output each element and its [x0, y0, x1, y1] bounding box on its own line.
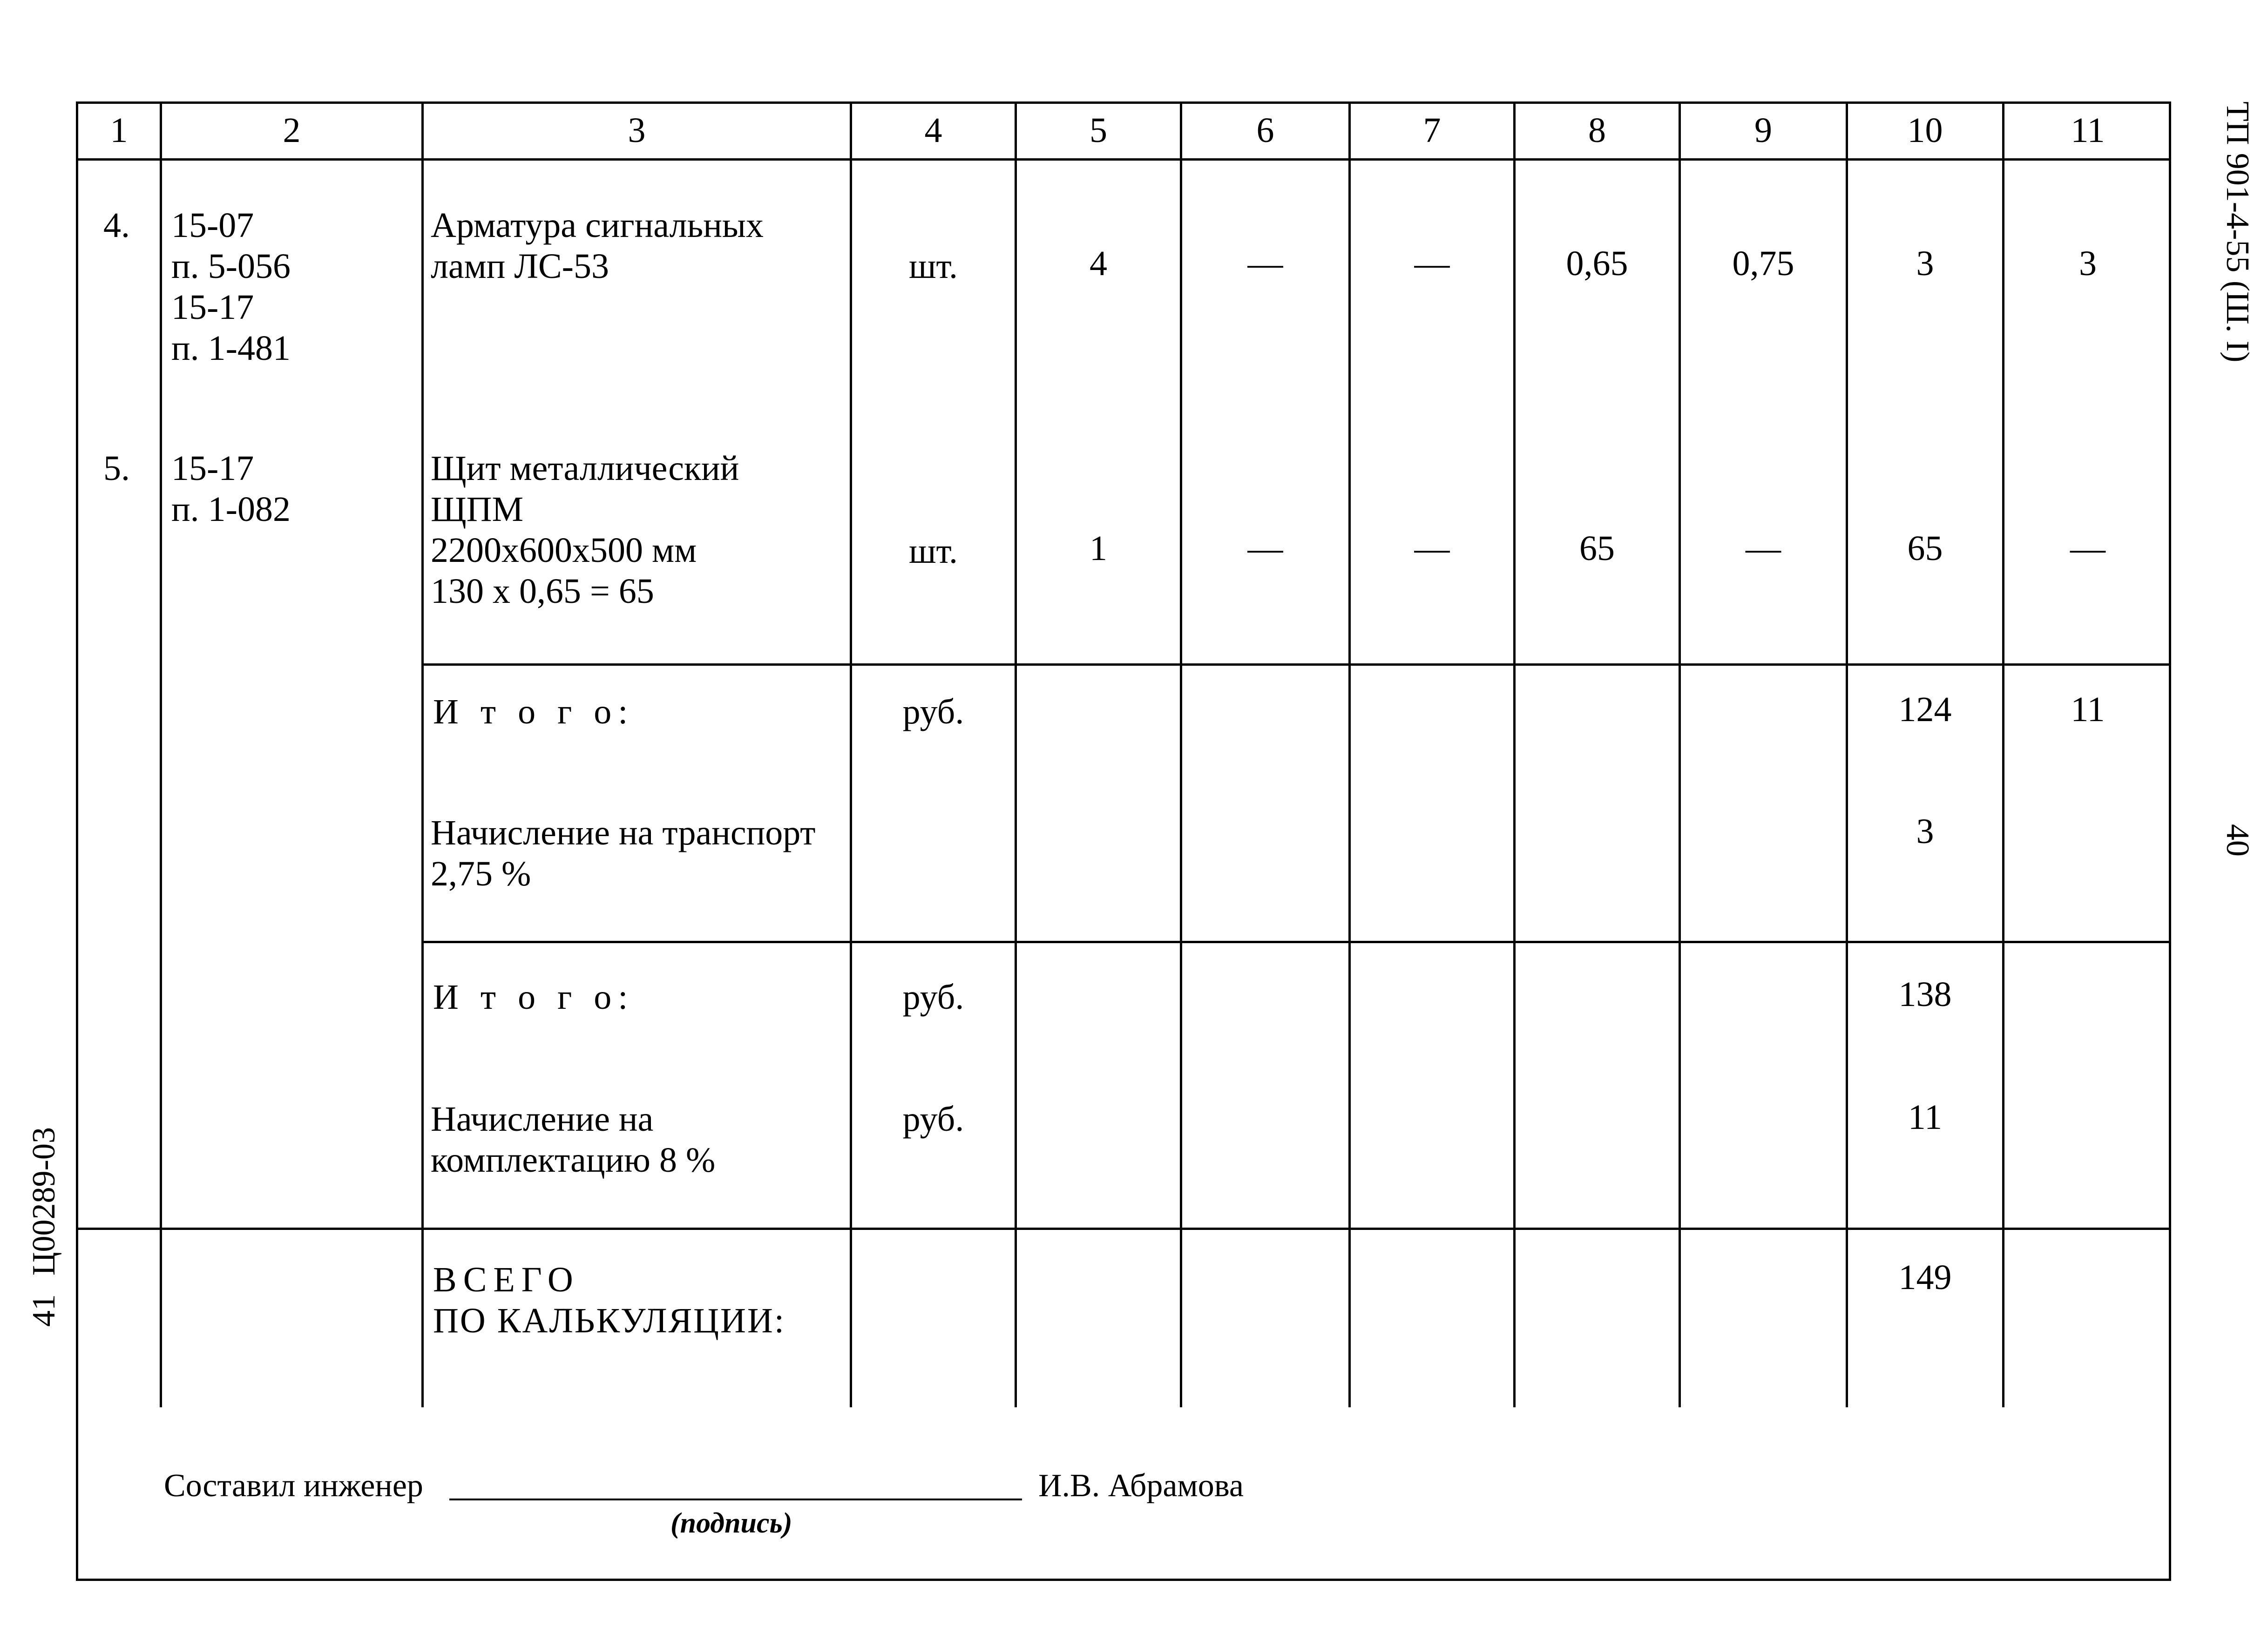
row-cell-5: 1 [1090, 529, 1107, 568]
row-cell-8: 0,65 [1566, 244, 1628, 283]
row-code-line: п. 1-481 [171, 329, 291, 368]
header-col-8: 8 [1588, 111, 1606, 150]
komplekt-label: Начисление на [431, 1100, 654, 1139]
header-col-7: 7 [1423, 111, 1441, 150]
col-divider [1679, 101, 1681, 1407]
row-cell-11: — [2070, 529, 2106, 568]
itogo-unit: руб. [902, 692, 964, 731]
row-divider [421, 941, 2171, 943]
signature-line [449, 1499, 1022, 1500]
total-label: ВСЕГО [433, 1260, 580, 1299]
transport-col-10: 3 [1916, 812, 1934, 851]
col-divider [160, 101, 162, 1407]
row-cell-7: — [1414, 529, 1450, 568]
row-cell-6: — [1247, 244, 1283, 283]
komplekt-label: комплектацию 8 % [431, 1141, 716, 1180]
page-number-left: 41 [26, 1294, 62, 1327]
total-col-10: 149 [1898, 1258, 1952, 1297]
col-divider [421, 101, 424, 1407]
row-cell-9: — [1746, 529, 1781, 568]
col-divider [1846, 101, 1848, 1407]
header-col-6: 6 [1256, 111, 1274, 150]
itogo-col-11: 11 [2071, 690, 2105, 729]
doc-code-margin: ТП 901-4-55 (Ш. I) [2220, 101, 2255, 363]
col-divider [1015, 101, 1017, 1407]
header-col-11: 11 [2071, 111, 2105, 150]
row-unit: шт. [908, 532, 958, 571]
header-bottom-line [76, 158, 2171, 161]
row-name-line: ламп ЛС-53 [431, 247, 609, 286]
row-name-line: 130 х 0,65 = 65 [431, 572, 654, 611]
row-cell-9: 0,75 [1732, 244, 1794, 283]
transport-label: 2,75 % [431, 854, 531, 893]
row-code-line: 15-17 [171, 449, 254, 488]
col-divider [1348, 101, 1351, 1407]
row-name-line: Арматура сигнальных [431, 206, 764, 245]
row-cell-10: 3 [1916, 244, 1934, 283]
row-code-line: п. 5-056 [171, 247, 291, 286]
row-number: 5. [103, 449, 130, 488]
itogo-col-10: 124 [1898, 690, 1952, 729]
row-number: 4. [103, 206, 130, 245]
signer-name: И.В. Абрамова [1038, 1468, 1244, 1504]
header-col-5: 5 [1090, 111, 1107, 150]
total-label: ПО КАЛЬКУЛЯЦИИ: [433, 1301, 785, 1340]
itogo-label: И т о г о: [433, 692, 635, 731]
row-code-line: 15-17 [171, 288, 254, 327]
page-number-right: 40 [2220, 824, 2255, 857]
header-col-3: 3 [628, 111, 646, 150]
col-divider [850, 101, 852, 1407]
row-divider [76, 1228, 2171, 1230]
row-unit: шт. [908, 247, 958, 286]
signature-caption: (подпись) [670, 1507, 792, 1539]
itogo-unit: руб. [902, 978, 964, 1017]
header-col-10: 10 [1907, 111, 1943, 150]
archive-code-margin: Ц00289-03 [26, 1127, 62, 1276]
row-divider [421, 663, 2171, 666]
komplekt-unit: руб. [902, 1100, 964, 1139]
composed-by-label: Составил инженер [164, 1468, 423, 1504]
row-cell-6: — [1247, 529, 1283, 568]
itogo-col-10: 138 [1898, 975, 1952, 1014]
col-divider [1513, 101, 1516, 1407]
itogo-label: И т о г о: [433, 978, 635, 1017]
col-divider [2002, 101, 2004, 1407]
row-cell-8: 65 [1579, 529, 1615, 568]
row-cell-11: 3 [2079, 244, 2097, 283]
row-cell-10: 65 [1907, 529, 1943, 568]
row-cell-5: 4 [1090, 244, 1107, 283]
komplekt-col-10: 11 [1908, 1098, 1943, 1137]
row-name-line: ЩПМ [431, 490, 524, 529]
header-col-9: 9 [1754, 111, 1772, 150]
row-cell-7: — [1414, 244, 1450, 283]
header-col-1: 1 [110, 111, 128, 150]
col-divider [1180, 101, 1182, 1407]
header-col-2: 2 [283, 111, 301, 150]
row-name-line: 2200х600х500 мм [431, 531, 697, 570]
row-code-line: 15-07 [171, 206, 254, 245]
row-name-line: Щит металлический [431, 449, 739, 488]
row-code-line: п. 1-082 [171, 490, 291, 529]
header-col-4: 4 [924, 111, 942, 150]
transport-label: Начисление на транспорт [431, 813, 816, 852]
